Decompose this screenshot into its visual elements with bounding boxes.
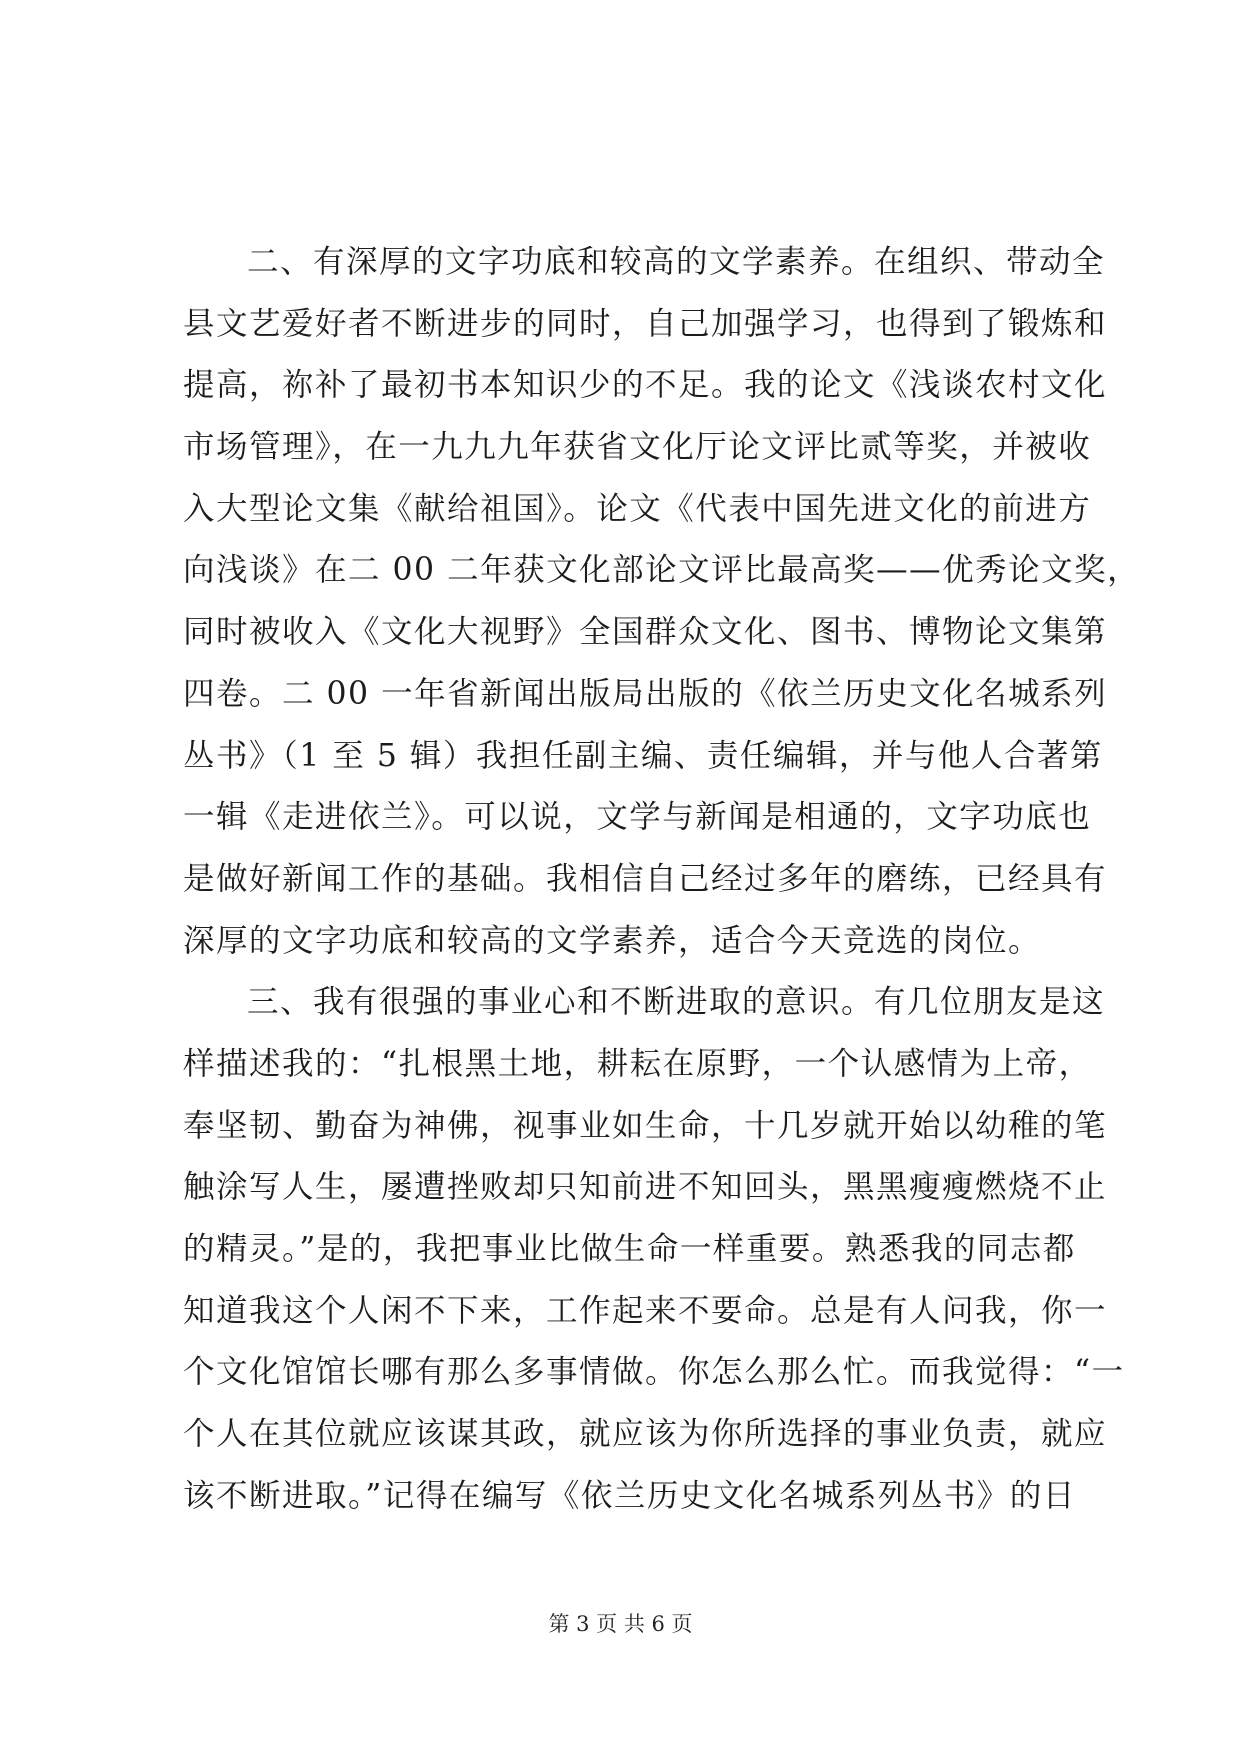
paragraph-line: 县文艺爱好者不断进步的同时，自己加强学习，也得到了锻炼和 <box>183 305 1108 342</box>
paragraph-line: 奉坚韧、勤奋为神佛，视事业如生命，十几岁就开始以幼稚的笔 <box>183 1107 1108 1144</box>
paragraph-line: 个文化馆馆长哪有那么多事情做。你怎么那么忙。而我觉得：“一 <box>183 1354 1125 1391</box>
paragraph-3 <box>183 972 1125 1527</box>
paragraph-line: 入大型论文集《献给祖国》。论文《代表中国先进文化的前进方 <box>183 490 1092 527</box>
paragraph-line: 向浅谈》在二 00 二年获文化部论文评比最高奖——优秀论文奖， <box>183 552 1141 589</box>
paragraph-line: 样描述我的：“扎根黑土地，耕耘在原野，一个认感情为上帝， <box>183 1045 1092 1082</box>
paragraph-line: 提高，祢补了最初书本知识少的不足。我的论文《浅谈农村文化 <box>183 367 1108 404</box>
paragraph-line: 知道我这个人闲不下来，工作起来不要命。总是有人问我，你一 <box>183 1292 1108 1329</box>
paragraph-line: 该不断进取。”记得在编写《依兰历史文化名城系列丛书》的日 <box>183 1477 1076 1514</box>
page-number-footer: 第 3 页 共 6 页 <box>548 1612 693 1636</box>
paragraph-line: 四卷。二 00 一年省新闻出版局出版的《依兰历史文化名城系列 <box>183 675 1108 712</box>
paragraph-line: 个人在其位就应该谋其政，就应该为你所选择的事业负责，就应 <box>183 1416 1108 1453</box>
paragraph-line: 深厚的文字功底和较高的文学素养，适合今天竞选的岗位。 <box>183 922 1042 959</box>
paragraph-2 <box>183 232 1141 972</box>
paragraph-line: 市场管理》，在一九九九年获省文化厅论文评比贰等奖，并被收 <box>183 429 1092 466</box>
paragraph-line: 三、我有很强的事业心和不断进取的意识。有几位朋友是这 <box>247 984 1106 1021</box>
document-body <box>183 232 1141 1527</box>
paragraph-line: 触涂写人生，屡遭挫败却只知前进不知回头，黑黑瘦瘦燃烧不止 <box>183 1169 1108 1206</box>
paragraph-line: 的精灵。”是的，我把事业比做生命一样重要。熟悉我的同志都 <box>183 1231 1076 1267</box>
paragraph-line: 一辑《走进依兰》。可以说，文学与新闻是相通的，文字功底也 <box>183 799 1092 836</box>
paragraph-line: 同时被收入《文化大视野》全国群众文化、图书、博物论文集第 <box>183 614 1108 651</box>
paragraph-line: 二、有深厚的文字功底和较高的文学素养。在组织、带动全 <box>247 244 1106 280</box>
paragraph-line: 是做好新闻工作的基础。我相信自己经过多年的磨练，已经具有 <box>183 860 1108 897</box>
paragraph-line: 丛书》（1 至 5 辑）我担任副主编、责任编辑，并与他人合著第 <box>183 737 1103 774</box>
